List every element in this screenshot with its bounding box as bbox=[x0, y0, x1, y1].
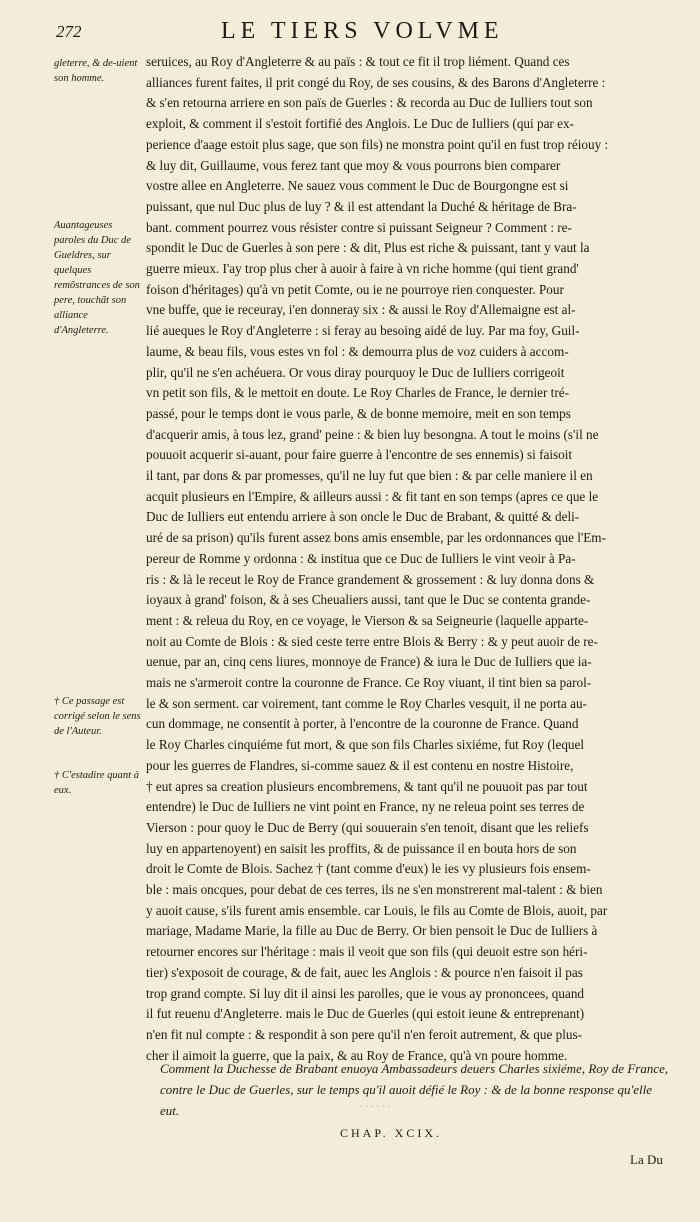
body-line: droit le Comte de Blois. Sachez † (tant comme d'eux) le ies vy plusieurs fois ensem- bbox=[146, 861, 591, 877]
body-line: il fut reuenu d'Angleterre. mais le Duc de Guerles (qui estoit ieune & entreprenant) bbox=[146, 1006, 585, 1022]
running-title: LE TIERS VOLVME bbox=[221, 18, 504, 44]
body-line: vn petit son fils, & le mettoit en doute. Le Roy Charles de France, le dernier tré- bbox=[146, 385, 569, 401]
margin-note: Auantageuses paroles du Duc de Gueldres, sur quelques remõstrances de son pere, touchãt son alliance d'Angleterre. bbox=[54, 220, 140, 336]
body-line: laume, & beau fils, vous estes vn fol : & demourra plus de voz cuiders à accom- bbox=[146, 343, 569, 359]
body-line: mais ne s'armeroit contre la couronne de France. Ce Roy viuant, il tint bien sa parol- bbox=[146, 675, 592, 690]
body-line: foison d'héritages) qu'à vn petit Comte, ou ie ne pourroye rien conquester. Pour bbox=[146, 281, 564, 297]
body-line: exploit, & comment il s'estoit fortifié des Anglois. Le Duc de Iulliers (qui par ex- bbox=[146, 116, 574, 132]
body-line: & s'en retourna arriere en son païs de Guerles : & recorda au Duc de Iulliers tout son bbox=[146, 95, 593, 111]
margin-note: † Ce passage est corrigé selon le sens de l'Auteur. bbox=[54, 696, 141, 737]
body-line: ris : & là le receut le Roy de France grandement & grossement : & luy donna dons & bbox=[146, 571, 595, 587]
body-line: n'en fit nul compte : & respondit à son pere qu'il n'en feroit autrement, & que plus- bbox=[146, 1026, 582, 1042]
body-line: noit au Comte de Blois : & sied ceste terre entre Blois & Berry : & y peut auoir de re- bbox=[146, 633, 598, 649]
body-line: lié aueques le Roy d'Angleterre : si feray au besoing aidé de luy. Par ma foy, Guil- bbox=[146, 323, 580, 339]
body-line: passé, pour le temps dont ie vous parle, & de bonne memoire, meit en son temps bbox=[146, 405, 571, 421]
body-line: d'acquerir amis, à tous lez, grand' peine : & bien luy besongna. A tout le moins (s'il ne bbox=[146, 426, 599, 442]
body-line: vostre allee en Angleterre. Ne sauez vous comment le Duc de Bourgongne est si bbox=[146, 178, 569, 194]
body-line: entendre) le Duc de Iulliers ne vint point en France, ny ne releua point ses terres de bbox=[146, 799, 585, 815]
page-number: 272 bbox=[56, 22, 82, 41]
chapter-caption: Comment la Duchesse de Brabant enuoya Ambassadeurs deuers Charles sixiéme, Roy de France, contre le Duc de Guerles, sur le temps qu'il auoit défié le Roy : & de la bonne response qu'elle eut. bbox=[160, 1061, 669, 1118]
body-line: ble : mais oncques, pour debat de ces terres, ils ne s'en monstrerent mal-talent : & bien bbox=[146, 882, 603, 897]
body-line: † eut apres sa creation plusieurs encombremens, & tant qu'il ne pouuoit pas par tout bbox=[146, 778, 588, 794]
chapter-label: CHAP. XCIX. bbox=[340, 1126, 443, 1140]
body-line: pouuoit acquerir si-auant, pour faire guerre à l'encontre de ses ennemis) si faisoit bbox=[146, 447, 573, 463]
body-line: guerre mieux. I'ay trop plus cher à auoir à faire à vn riche homme (qui tient grand' bbox=[146, 261, 579, 276]
body-line: spondit le Duc de Guerles à son pere : & dit, Plus est riche & puissant, tant y vaut la bbox=[146, 240, 590, 256]
body-line: cher il aimoit la guerre, que la paix, & au Roy de France, qu'à vn poure homme. bbox=[146, 1047, 568, 1063]
body-line: bant. comment pourrez vous résister contre si puissant Seigneur ? Comment : re- bbox=[146, 219, 572, 235]
body-line: retourner encores sur l'héritage : mais il veoit que son fils (qui deuoit estre son héri- bbox=[146, 944, 588, 960]
body-line: le & son serment. car voirement, tant comme le Roy Charles vesquit, il ne porta au- bbox=[146, 695, 587, 711]
body-line: Duc de Iulliers eut entendu arriere à son oncle le Duc de Brabant, & quitté & deli- bbox=[146, 509, 580, 525]
body-line: uré de sa prison) qu'ils furent assez bons amis ensemble, par les ordonnances que l'Em- bbox=[146, 530, 606, 546]
body-line: mariage, Madame Marie, la fille au Duc de Berry. Or bien pensoit le Duc de Iulliers à bbox=[146, 923, 598, 939]
body-line: cun dommage, ne consentit à porter, à l'encontre de la couronne de France. Quand bbox=[146, 716, 579, 732]
margin-note: † C'estadire quant à eux. bbox=[54, 770, 139, 796]
body-line: le Roy Charles cinquiéme fut mort, & que son fils Charles sixiéme, fut Roy (lequel bbox=[146, 737, 585, 753]
body-line: acquit plusieurs en l'Empire, & ailleurs aussi : & fit tant en son temps (apres ce que le bbox=[146, 488, 599, 504]
body-line: ment : & releua du Roy, en ce voyage, le Vierson & sa Seigneurie (laquelle apparte- bbox=[146, 612, 589, 628]
body-line: il tant, par dons & par promesses, qu'il ne luy fut que bien : & par celle maniere il en bbox=[146, 468, 593, 483]
page-header bbox=[56, 18, 670, 48]
body-line: seruices, au Roy d'Angleterre & au païs : & tout ce fit il trop liément. Quand ces bbox=[146, 54, 570, 69]
body-line: vne buffe, que ie receuray, i'en donneray six : & aussi le Roy d'Allemaigne est al- bbox=[146, 302, 576, 318]
body-line: pour les guerres de Flandres, si-comme sauez & il est contenu en nostre Histoire, bbox=[146, 757, 574, 773]
body-line: Vierson : pour quoy le Duc de Berry (qui souuerain s'en tenoit, disant que les reliefs bbox=[146, 819, 589, 835]
body-line: puissant, que nul Duc plus de luy ? & il est attendant la Duché & héritage de Bra- bbox=[146, 198, 577, 214]
body-line: & luy dit, Guillaume, vous ferez tant que moy & vous pourrons bien comparer bbox=[146, 157, 561, 173]
body-line: alliances furent faites, il prit congé du Roy, de ses cousins, & des Barons d'Angleterre : bbox=[146, 74, 606, 90]
body-line: ioyaux à grand' foison, & à ses Cheualiers aussi, tant que le Duc se contenta grande- bbox=[146, 592, 591, 608]
body-line: uenue, par an, cinq cens liures, monnoye de France) & iura le Duc de Iulliers que ia- bbox=[146, 654, 592, 670]
body-line: tier) s'exposoit de courage, & de fait, auec les Anglois : & pource n'en faisoit il pas bbox=[146, 964, 583, 980]
body-line: trop grand compte. Si luy dit il ainsi les parolles, que ie vous ay prononcees, quand bbox=[146, 985, 585, 1001]
body-line: perience d'aage estoit plus sage, que son fils) ne monstra point qu'il en fust trop réiouy : bbox=[146, 136, 609, 152]
bleed-through-mark: . . . . . . bbox=[360, 1098, 391, 1110]
body-line: plir, qu'il ne s'en achéuera. Or vous diray pourquoy le Duc de Iulliers corrigeoit bbox=[146, 364, 565, 380]
body-line: pereur de Romme y ordonna : & institua que ce Duc de Iulliers le vint veoir à Pa- bbox=[146, 550, 576, 566]
catchword: La Du bbox=[630, 1152, 663, 1167]
body-line: y auoit cause, s'ils furent amis ensemble. car Louis, le fils au Comte de Blois, auoit, par bbox=[146, 902, 608, 918]
body-line: luy en appartenoyent) en saisit les proffits, & de puissance il en bouta hors de son bbox=[146, 840, 577, 856]
margin-note: gleterre, & de-uient son homme. bbox=[54, 58, 138, 84]
